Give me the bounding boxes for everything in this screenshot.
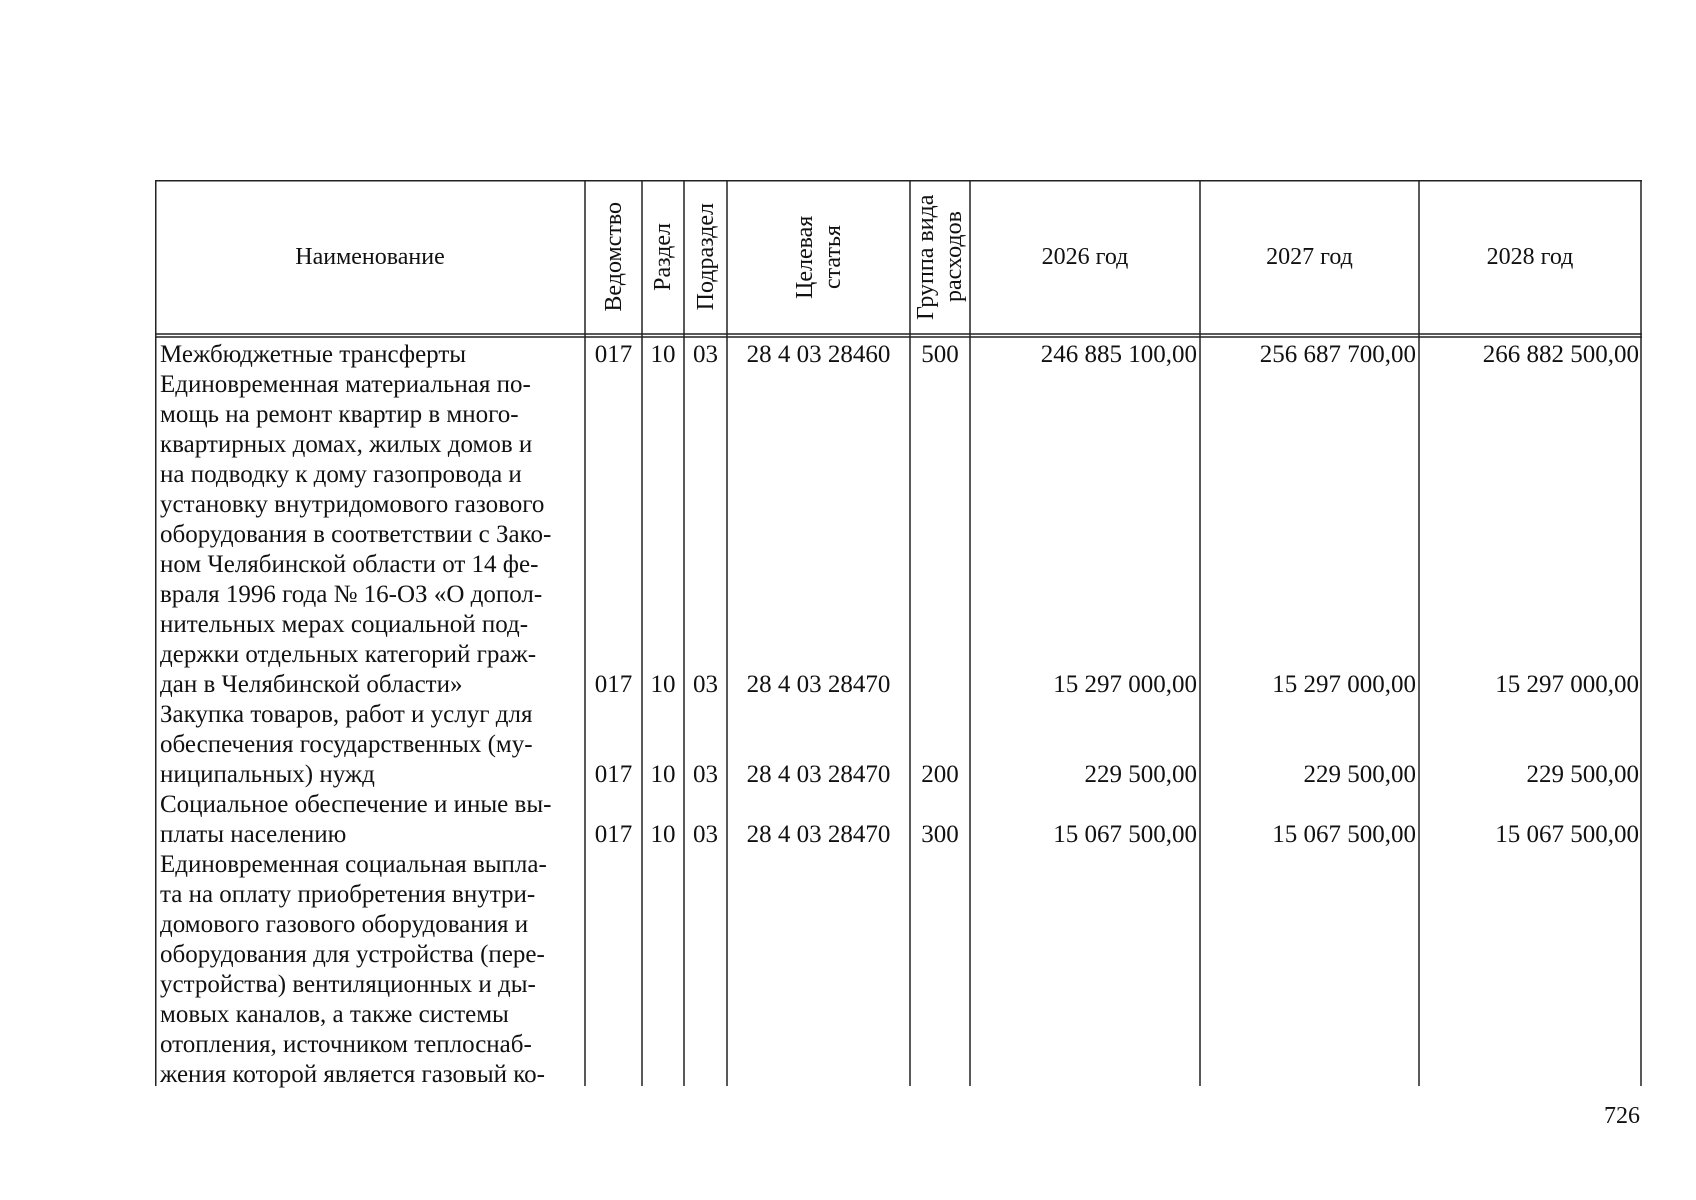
cell-2026: 15 067 500,00 bbox=[1053, 821, 1197, 848]
row-name-line: враля 1996 года № 16-ОЗ «О допол- bbox=[160, 581, 543, 608]
cell-gruppa-vida-rashodov: 500 bbox=[921, 341, 959, 368]
cell-podrazdel: 03 bbox=[693, 341, 718, 368]
cell-2027: 15 067 500,00 bbox=[1272, 821, 1416, 848]
row-name-line: Единовременная социальная выпла- bbox=[160, 851, 547, 878]
cell-vedomstvo: 017 bbox=[594, 761, 633, 788]
row-name-line: Межбюджетные трансферты bbox=[160, 341, 467, 368]
cell-razdel: 10 bbox=[650, 341, 676, 368]
cell-razdel: 10 bbox=[650, 761, 676, 788]
header-2026: 2026 год bbox=[1041, 244, 1129, 270]
cell-2027: 256 687 700,00 bbox=[1259, 341, 1416, 368]
row-name-line: жения которой является газовый ко- bbox=[160, 1061, 545, 1088]
row-name-line: обеспечения государственных (му- bbox=[160, 731, 533, 758]
row-name-line: квартирных домах, жилых домов и bbox=[160, 431, 533, 458]
row-name-line: нительных мерах социальной под- bbox=[160, 611, 529, 638]
row-name-line: дан в Челябинской области» bbox=[160, 671, 463, 698]
cell-celevaya-statya: 28 4 03 28470 bbox=[746, 821, 891, 848]
header-vedomstvo: Ведомство bbox=[600, 202, 627, 312]
cell-2026: 246 885 100,00 bbox=[1040, 341, 1197, 368]
row-name-line: Закупка товаров, работ и услуг для bbox=[160, 701, 533, 728]
cell-podrazdel: 03 bbox=[693, 671, 718, 698]
cell-gruppa-vida-rashodov: 200 bbox=[921, 761, 959, 788]
cell-celevaya-statya: 28 4 03 28470 bbox=[746, 761, 891, 788]
cell-2028: 15 067 500,00 bbox=[1495, 821, 1639, 848]
cell-2027: 15 297 000,00 bbox=[1272, 671, 1416, 698]
cell-podrazdel: 03 bbox=[693, 761, 718, 788]
header-razdel: Раздел bbox=[650, 223, 676, 291]
cell-vedomstvo: 017 bbox=[594, 671, 633, 698]
row-name-line: устройства) вентиляционных и ды- bbox=[160, 971, 536, 998]
row-name-line: держки отдельных категорий граж- bbox=[160, 641, 537, 668]
table-header bbox=[155, 180, 1642, 334]
cell-2028: 15 297 000,00 bbox=[1495, 671, 1639, 698]
cell-razdel: 10 bbox=[650, 671, 676, 698]
header-name: Наименование bbox=[295, 244, 445, 270]
header-2028: 2028 год bbox=[1486, 244, 1574, 270]
row-name-line: Социальное обеспечение и иные вы- bbox=[160, 791, 552, 818]
cell-2026: 229 500,00 bbox=[1084, 761, 1197, 788]
cell-gruppa-vida-rashodov: 300 bbox=[921, 821, 959, 848]
row-name-line: Единовременная материальная по- bbox=[160, 371, 531, 398]
cell-2028: 266 882 500,00 bbox=[1482, 341, 1639, 368]
row-name-line: ниципальных) нужд bbox=[160, 761, 375, 788]
row-name-line: отопления, источником теплоснаб- bbox=[160, 1031, 532, 1058]
cell-celevaya-statya: 28 4 03 28460 bbox=[746, 341, 891, 368]
page-number: 726 bbox=[1604, 1103, 1640, 1129]
header-celevaya-statya: Целевая статья bbox=[791, 215, 846, 299]
row-name-line: мощь на ремонт квартир в много- bbox=[160, 401, 519, 428]
row-name-line: ном Челябинской области от 14 фе- bbox=[160, 551, 539, 578]
header-podrazdel: Подраздел bbox=[692, 203, 719, 311]
row-name-line: оборудования для устройства (пере- bbox=[160, 941, 545, 968]
cell-vedomstvo: 017 bbox=[594, 341, 633, 368]
cell-2027: 229 500,00 bbox=[1303, 761, 1416, 788]
row-name-line: платы населению bbox=[160, 821, 347, 848]
cell-podrazdel: 03 bbox=[693, 821, 718, 848]
cell-2026: 15 297 000,00 bbox=[1053, 671, 1197, 698]
cell-2028: 229 500,00 bbox=[1526, 761, 1639, 788]
cell-razdel: 10 bbox=[650, 821, 676, 848]
cell-celevaya-statya: 28 4 03 28470 bbox=[746, 671, 891, 698]
cell-vedomstvo: 017 bbox=[594, 821, 633, 848]
header-2027: 2027 год bbox=[1266, 244, 1353, 270]
row-name-line: на подводку к дому газопровода и bbox=[160, 461, 522, 488]
row-name-line: оборудования в соответствии с Зако- bbox=[160, 521, 552, 548]
row-name-line: установку внутридомового газового bbox=[160, 491, 545, 518]
header-gruppa-vida-rashodov: Группа вида расходов bbox=[913, 194, 967, 320]
row-name-line: домового газового оборудования и bbox=[160, 911, 529, 938]
row-name-line: та на оплату приобретения внутри- bbox=[160, 881, 536, 908]
row-name-line: мовых каналов, а также системы bbox=[160, 1001, 509, 1028]
